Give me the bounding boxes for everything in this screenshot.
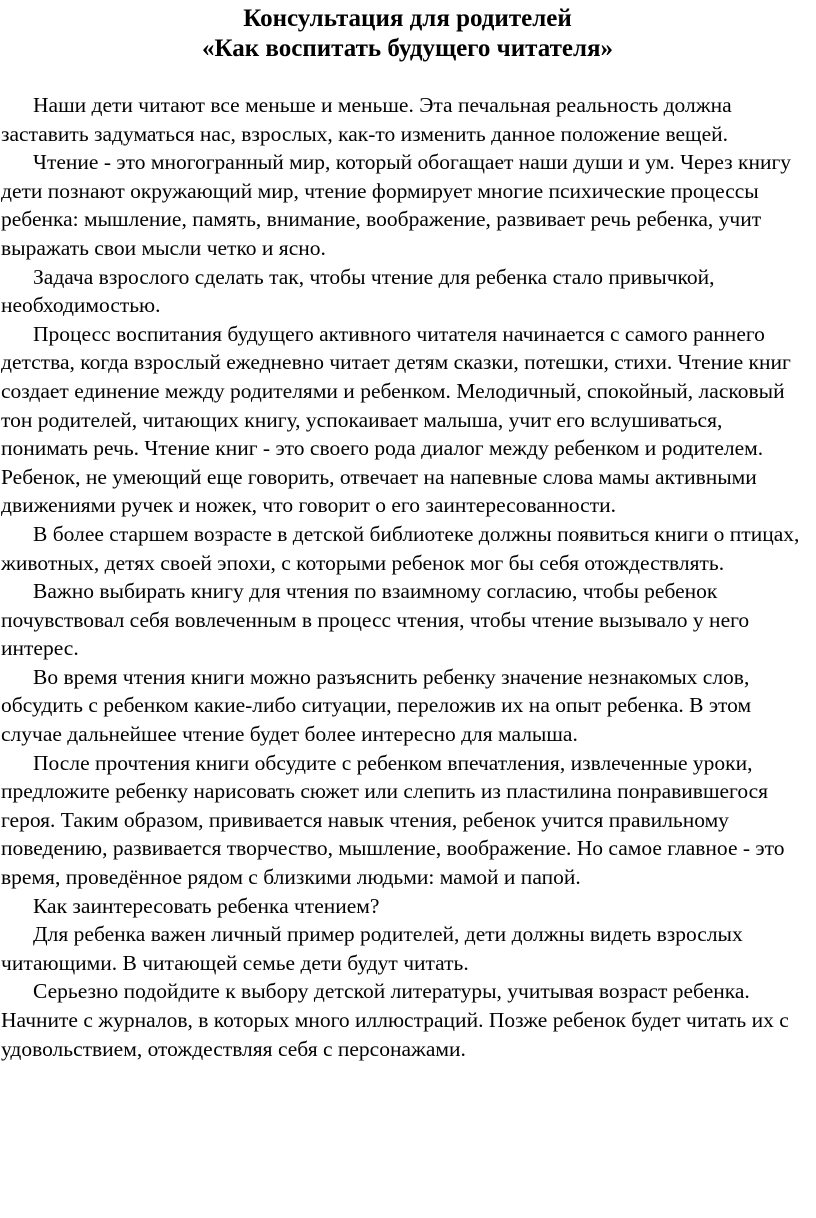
paragraph-9-question: Как заинтересовать ребенка чтением? <box>33 893 380 918</box>
paragraph-3: Задача взрослого сделать так, чтобы чтение для ребенка стало привычкой, необходимостью. <box>1 264 715 318</box>
document-title-line-1: Консультация для родителей <box>243 5 572 32</box>
paragraph-2: Чтение - это многогранный мир, который обогащает наши души и ум. Через книгу дети познают окружающий мир, чтение формирует многие психические процессы ребенка: мышление, память, внимание, воображение, развивает речь ребенка, учит выражать свои мысли четко и ясно. <box>1 150 792 260</box>
paragraph-6: Важно выбирать книгу для чтения по взаимному согласию, чтобы ребенок почувствовал себя вовлеченным в процесс чтения, чтобы чтение вызывало у него интерес. <box>1 579 750 661</box>
paragraph-10: Для ребенка важен личный пример родителей, дети должны видеть взрослых читающими. В читающей семье дети будут читать. <box>1 922 743 975</box>
paragraph-4: Процесс воспитания будущего активного читателя начинается с самого раннего детства, когда взрослый ежедневно читает детям сказки, потешки, стихи. Чтение книг создает единение между родителями и ребенком. Мелодичный, спокойный, ласковый тон родителей, читающих книгу, успокаивает малыша, учит его вслушиваться, понимать речь. Чтение книг - это своего рода диалог между ребенком и родителем. Ребенок, не умеющий еще говорить, отвечает на напевные слова мамы активными движениями ручек и ножек, что говорит о его заинтересованности. <box>1 321 791 518</box>
paragraph-5: В более старшем возрасте в детской библиотеке должны появиться книги о птицах, животных, детях своей эпохи, с которыми ребенок мог бы себя отождествлять. <box>1 521 800 575</box>
paragraph-7: Во время чтения книги можно разъяснить ребенку значение незнакомых слов, обсудить с ребенком какие-либо ситуации, переложив их на опыт ребенка. В этом случае дальнейшее чтение будет более интересно для малыша. <box>1 664 752 747</box>
document-title-line-2: «Как воспитать будущего читателя» <box>201 35 614 62</box>
paragraph-1: Наши дети читают все меньше и меньше. Эта печальная реальность должна заставить задуматься нас, взрослых, как-то изменить данное положение вещей. <box>1 93 732 146</box>
paragraph-8: После прочтения книги обсудите с ребенком впечатления, извлеченные уроки, предложите ребенку нарисовать сюжет или слепить из пластилина понравившегося героя. Таким образом, прививается навык чтения, ребенок учится правильному поведению, развивается творчество, мышление, воображение. Но самое главное - это время, проведённое рядом с близкими людьми: мамой и папой. <box>1 750 785 890</box>
document-body <box>1 91 814 1063</box>
paragraph-11: Серьезно подойдите к выбору детской литературы, учитывая возраст ребенка. Начните с журналов, в которых много иллюстраций. Позже ребенок будет читать их с удовольствием, отождествляя себя с персонажами. <box>1 979 789 1061</box>
title-spacer <box>1 64 814 91</box>
